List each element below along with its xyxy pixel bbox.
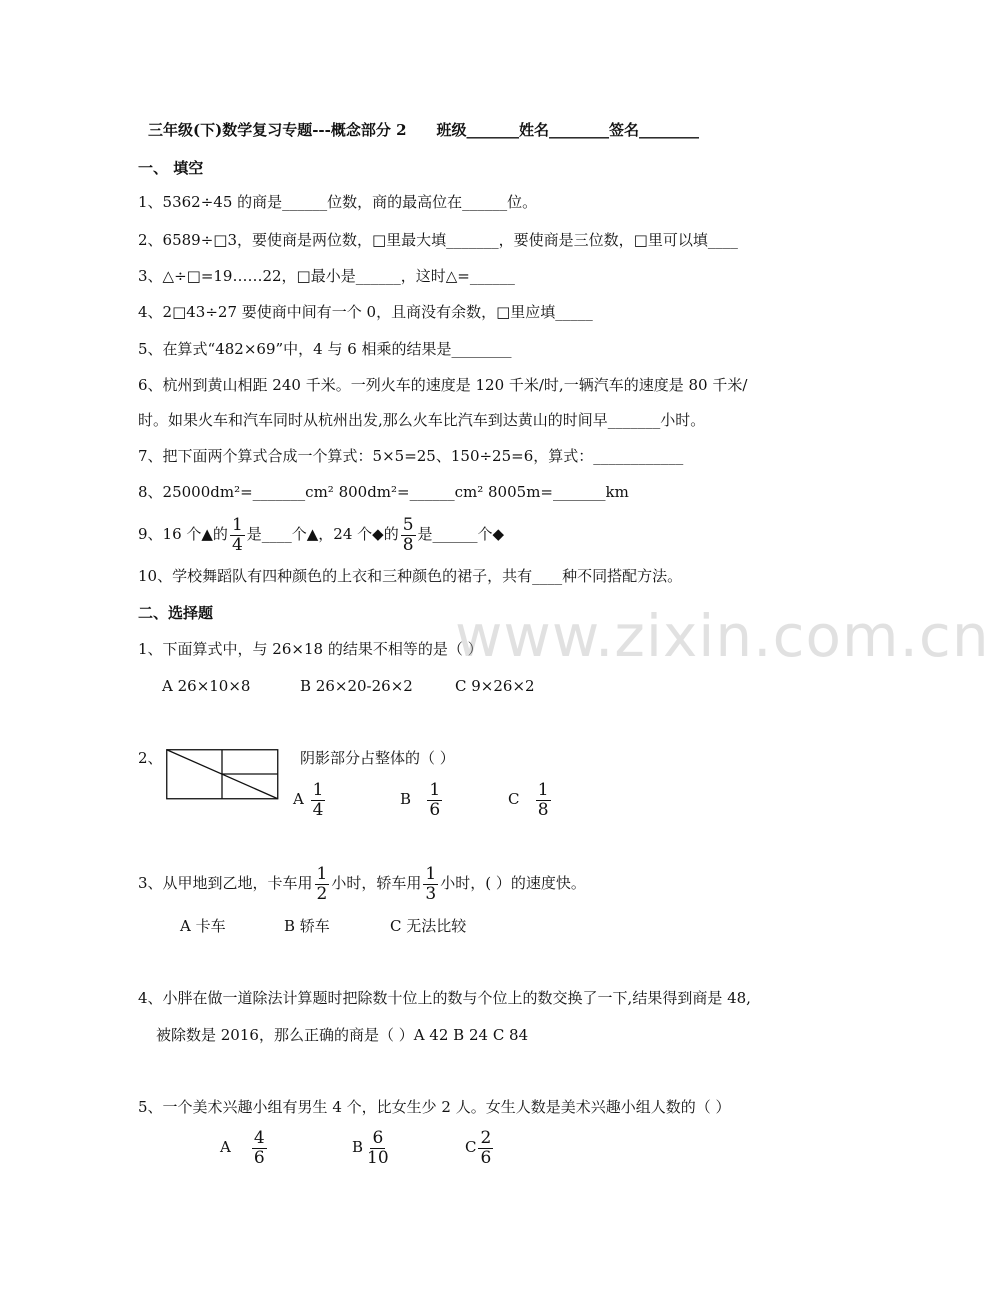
option-label: B [400,790,412,808]
fraction-denominator: 8 [402,534,414,555]
choice-5-option-a [220,1126,269,1168]
option-fraction [478,1129,493,1168]
fraction-denominator: 6 [253,1147,265,1168]
page-title [148,120,699,140]
choice-5-stem: 5、一个美术兴趣小组有男生 4 个，比女生少 2 人。女生人数是美术兴趣小组人数的（ ） [138,1098,731,1116]
watermark-text: www.zixin.com.cn [455,602,990,670]
c3-part-2: 小时，轿车用 [331,874,422,892]
question-8: 8、25000dm²=_______cm² 800dm²=______cm² 8005m=_______km [138,483,629,501]
question-6-line-1: 6、杭州到黄山相距 240 千米。一列火车的速度是 120 千米/时,一辆汽车的速度是 80 千米/ [138,376,748,394]
option-fraction [311,781,326,820]
option-label: A [220,1138,231,1156]
option-label: A [293,790,304,808]
option-fraction [365,1129,391,1168]
fraction-denominator: 10 [367,1147,389,1168]
c3-fraction-1 [315,865,330,904]
choice-3-option-b: B 轿车 [284,917,330,935]
q9-part-2: 是____个▲，24 个◆的 [246,525,399,543]
choice-3-option-c: C 无法比较 [390,917,467,935]
fraction-denominator: 4 [312,799,324,820]
option-fraction [536,781,551,820]
student-fields: 班级_______姓名________签名________ [436,121,700,139]
choice-1-option-a: A 26×10×8 [162,677,251,695]
fraction-numerator: 1 [537,779,549,800]
choice-2-number: 2、 [138,749,163,767]
question-3: 3、△÷□=19……22，□最小是______，这时△=______ [138,267,515,285]
fraction-denominator: 8 [537,799,549,820]
question-7: 7、把下面两个算式合成一个算式：5×5=25、150÷25=6，算式：____________ [138,447,684,465]
fraction-numerator: 1 [231,514,243,535]
choice-2-option-a [293,778,327,820]
fraction-numerator: 1 [429,779,441,800]
c3-part-1: 3、从甲地到乙地，卡车用 [138,874,313,892]
title-text: 三年级(下)数学复习专题---概念部分 2 [148,121,407,139]
choice-2-option-c [508,778,553,820]
section-heading-choice: 二、选择题 [138,604,214,622]
q9-fraction-1 [230,516,245,555]
fraction-numerator: 1 [425,863,437,884]
q9-part-3: 是______个◆ [417,525,505,543]
fraction-denominator: 4 [231,534,243,555]
question-6-line-2: 时。如果火车和汽车同时从杭州出发,那么火车比汽车到达黄山的时间早_______小时。 [138,411,706,429]
fraction-numerator: 5 [402,514,414,535]
option-label: B [352,1138,364,1156]
option-label: C [508,790,520,808]
section-heading-fill: 一、 填空 [138,159,204,177]
choice-3-option-a: A 卡车 [180,917,226,935]
question-1: 1、5362÷45 的商是______位数，商的最高位在______位。 [138,193,538,211]
question-9 [138,513,504,555]
choice-1-stem: 1、下面算式中，与 26×18 的结果不相等的是（ ） [138,640,483,658]
choice-5-option-c [465,1126,495,1168]
fraction-numerator: 1 [312,779,324,800]
option-label: C [465,1138,477,1156]
fraction-numerator: 2 [480,1127,492,1148]
c3-fraction-2 [423,865,438,904]
choice-5-option-b [352,1126,393,1168]
fraction-numerator: 4 [253,1127,265,1148]
c3-part-3: 小时，( ）的速度快。 [440,874,586,892]
choice-2-stem: 阴影部分占整体的（ ） [300,749,455,767]
q9-part-1: 9、16 个▲的 [138,525,228,543]
choice-1-option-b: B 26×20-26×2 [300,677,413,695]
shaded-rectangle-figure [166,749,279,800]
option-fraction [427,781,442,820]
choice-4-line-2: 被除数是 2016，那么正确的商是（ ）A 42 B 24 C 84 [156,1026,529,1044]
fraction-denominator: 3 [425,883,437,904]
choice-4-line-1: 4、小胖在做一道除法计算题时把除数十位上的数与个位上的数交换了一下,结果得到商是 48, [138,989,751,1007]
fraction-denominator: 6 [429,799,441,820]
choice-1-option-c: C 9×26×2 [455,677,535,695]
choice-3-stem [138,862,586,904]
fraction-denominator: 6 [480,1147,492,1168]
fraction-numerator: 6 [372,1127,384,1148]
q9-fraction-2 [401,516,416,555]
question-4: 4、2□43÷27 要使商中间有一个 0，且商没有余数，□里应填_____ [138,303,593,321]
fraction-denominator: 2 [316,883,328,904]
question-2: 2、6589÷□3，要使商是两位数，□里最大填_______，要使商是三位数，□里可以填____ [138,231,738,249]
question-5: 5、在算式“482×69”中，4 与 6 相乘的结果是________ [138,340,512,358]
choice-2-option-b [400,778,444,820]
option-fraction [252,1129,267,1168]
fraction-numerator: 1 [316,863,328,884]
question-10: 10、学校舞蹈队有四种颜色的上衣和三种颜色的裙子，共有____种不同搭配方法。 [138,567,683,585]
